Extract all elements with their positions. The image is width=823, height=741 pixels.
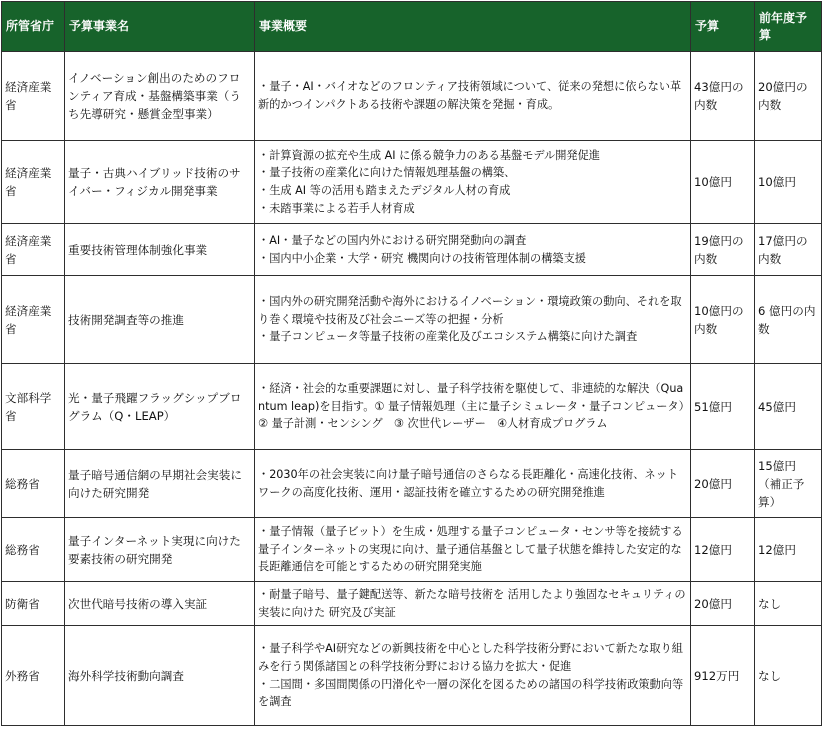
budget-cell: 51億円 [691,364,755,450]
table-row [2,276,822,364]
ministry-cell: 防衛省 [2,582,65,626]
table-row [2,450,822,518]
overview-cell [255,518,691,582]
table-row [2,224,822,276]
header-budget: 予算 [691,2,755,52]
budget-cell: 43億円の内数 [691,52,755,141]
ministry-cell: 総務省 [2,450,65,518]
overview-line: ・量子科学やAI研究などの新興技術を中心とした科学技術分野において新たな取り組みを行う関係諸国との科学技術分野における協力を拡大・促進 [258,642,683,673]
ministry-cell: 経済産業省 [2,141,65,224]
overview-line: ・AI・量子などの国内外における研究開発動向の調査 [258,233,527,247]
overview-line: ・生成 AI 等の活用も踏まえたデジタル人材の育成 [258,184,511,197]
budget-cell: 10億円の内数 [691,276,755,364]
ministry-cell: 経済産業省 [2,52,65,141]
header-prev-budget: 前年度予算 [755,2,822,52]
project-name-cell: 量子・古典ハイブリッド技術のサイバー・フィジカル開発事業 [65,141,255,224]
budget-cell: 10億円 [691,141,755,224]
overview-cell [255,276,691,364]
prev-budget-cell: なし [755,626,822,726]
overview-line: ・未踏事業による若手人材育成 [258,201,415,215]
table-row [2,582,822,626]
overview-cell [255,52,691,141]
project-name-cell: 量子暗号通信網の早期社会実装に向けた研究開発 [65,450,255,518]
project-name-cell: 技術開発調査等の推進 [65,276,255,364]
project-name-cell: 重要技術管理体制強化事業 [65,224,255,276]
project-name-cell: 次世代暗号技術の導入実証 [65,582,255,626]
prev-budget-cell: 15億円（補正予算） [755,450,822,518]
ministry-cell: 総務省 [2,518,65,582]
overview-line: ・耐量子暗号、量子鍵配送等、新たな暗号技術を 活用したより強固なセキュリティの実装に向けた 研究及び実証 [258,587,686,619]
table-row [2,364,822,450]
overview-line: ・2030年の社会実装に向け量子暗号通信のさらなる長距離化・高速化技術、ネットワークの高度化技術、運用・認証技術を確立するための研究開発推進 [258,467,679,499]
budget-cell: 20億円 [691,450,755,518]
overview-cell [255,224,691,276]
budget-cell: 19億円の内数 [691,224,755,276]
budget-cell: 20億円 [691,582,755,626]
header-overview: 事業概要 [255,2,691,52]
prev-budget-cell: 6 億円の内数 [755,276,822,364]
overview-cell [255,626,691,726]
table-row [2,141,822,224]
overview-cell [255,364,691,450]
project-name-cell: 海外科学技術動向調査 [65,626,255,726]
overview-line: ・計算資源の拡充や生成 AI に係る競争力のある基盤モデル開発促進 [258,148,600,162]
ministry-cell: 文部科学省 [2,364,65,450]
header-ministry: 所管省庁 [2,2,65,52]
overview-cell [255,582,691,626]
prev-budget-cell: なし [755,582,822,626]
overview-line: ・量子・AI・バイオなどのフロンティア技術領域について、従来の発想に依らない革新的かつインパクトある技術や課題の解決策を発掘・育成。 [258,80,682,111]
overview-line: ・量子情報（量子ビット）を生成・処理する量子コンピュータ・センサ等を接続する量子インターネットの実現に向け、量子通信基盤として量子状態を維持した安定的な長距離通信を可能とするための研究開発実施 [258,525,683,574]
prev-budget-cell: 20億円の内数 [755,52,822,141]
overview-line: ・量子技術の産業化に向けた情報処理基盤の構築、 [258,166,516,180]
prev-budget-cell: 12億円 [755,518,822,582]
ministry-cell: 経済産業省 [2,224,65,276]
overview-line: ・二国間・多国間関係の円滑化や一層の深化を図るための諸国の科学技術政策動向等を調査 [258,677,684,709]
project-name-cell: イノベーション創出のためのフロンティア育成・基盤構築事業（うち先導研究・懸賞金型事業） [65,52,255,141]
table-row [2,518,822,582]
prev-budget-cell: 17億円の内数 [755,224,822,276]
table-row [2,626,822,726]
header-project: 予算事業名 [65,2,255,52]
overview-cell [255,450,691,518]
budget-cell: 12億円 [691,518,755,582]
overview-line: ・国内中小企業・大学・研究 機関向けの技術管理体制の構築支援 [258,251,586,265]
ministry-cell: 外務省 [2,626,65,726]
overview-line: ・経済・社会的な重要課題に対し、量子科学技術を駆使して、非連続的な解決（Quantum leap)を目指す。① 量子情報処理（主に量子シミュレータ・量子コンピュータ）② 量子計測・センシング ③ 次世代レーザー ④人材育成プログラム [258,382,685,431]
overview-line: ・国内外の研究開発活動や海外におけるイノベーション・環境政策の動向、それを取り巻く環境や技術及び社会ニーズ等の把握・分析 [258,295,682,326]
project-name-cell: 量子インターネット実現に向けた要素技術の研究開発 [65,518,255,582]
table-row [2,52,822,141]
budget-cell: 912万円 [691,626,755,726]
overview-line: ・量子コンピュータ等量子技術の産業化及びエコシステム構築に向けた調査 [258,330,638,344]
overview-cell [255,141,691,224]
header-row [2,2,822,52]
prev-budget-cell: 10億円 [755,141,822,224]
project-name-cell: 光・量子飛躍フラッグシップブログラム（Q・LEAP） [65,364,255,450]
budget-table [1,1,822,726]
prev-budget-cell: 45億円 [755,364,822,450]
ministry-cell: 経済産業省 [2,276,65,364]
